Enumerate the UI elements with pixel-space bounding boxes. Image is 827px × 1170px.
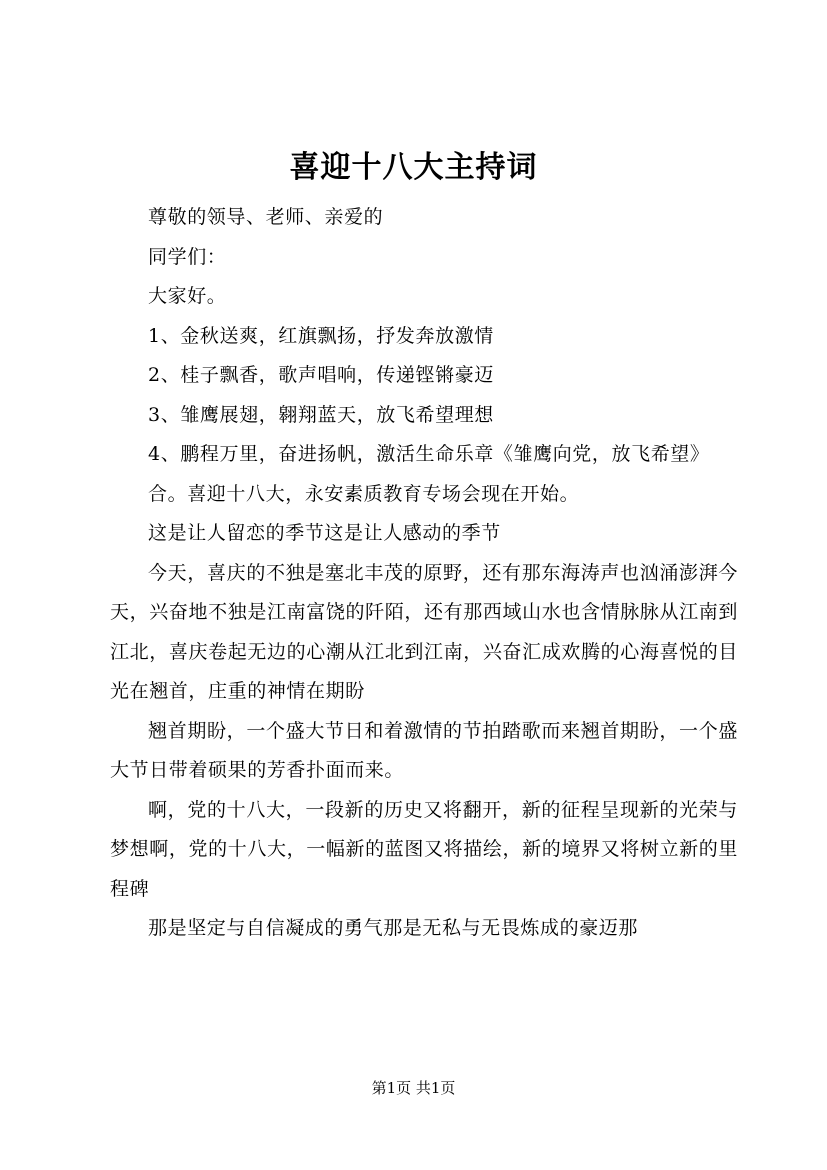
paragraph-item-2: 2、桂子飘香，歌声唱响，传递铿锵豪迈 xyxy=(148,364,494,386)
paragraph-greeting-cont: 同学们： xyxy=(148,245,227,268)
paragraph-item-4: 4、鹏程万里，奋进扬帆，激活生命乐章《雏鹰向党，放飞希望》 xyxy=(148,443,710,465)
page-footer: 第1页 共1页 xyxy=(371,1079,456,1097)
paragraph-anticipation: 翘首期盼，一个盛大节日和着激情的节拍踏歌而来翘首期盼，一个盛大节日带着硕果的芳香扑面而来。 xyxy=(110,719,738,781)
document-title: 喜迎十八大主持词 xyxy=(289,150,538,185)
document-body xyxy=(110,198,738,949)
paragraph-season: 这是让人留恋的季节这是让人感动的季节 xyxy=(148,522,501,544)
paragraph-item-1: 1、金秋送爽，红旗飘扬，抒发奔放激情 xyxy=(148,324,494,347)
paragraph-greeting: 尊敬的领导、老师、亲爱的 xyxy=(148,206,384,228)
paragraph-today: 今天，喜庆的不独是塞北丰茂的原野，还有那东海涛声也汹涌澎湃今天，兴奋地不独是江南富饶的阡陌，还有那西域山水也含情脉脉从江南到江北，喜庆卷起无边的心潮从江北到江南，兴奋汇成欢腾的心海喜悦的目光在翘首，庄重的神情在期盼 xyxy=(110,561,738,702)
paragraph-chorus: 合。喜迎十八大，永安素质教育专场会现在开始。 xyxy=(148,482,580,505)
paragraph-party-congress: 啊，党的十八大，一段新的历史又将翻开，新的征程呈现新的光荣与梦想啊，党的十八大，一幅新的蓝图又将描绘，新的境界又将树立新的里程碑 xyxy=(110,798,738,900)
paragraph-item-3: 3、雏鹰展翅，翱翔蓝天，放飞希望理想 xyxy=(148,403,494,426)
paragraph-hello: 大家好。 xyxy=(148,285,227,307)
paragraph-courage: 那是坚定与自信凝成的勇气那是无私与无畏炼成的豪迈那 xyxy=(148,917,639,939)
